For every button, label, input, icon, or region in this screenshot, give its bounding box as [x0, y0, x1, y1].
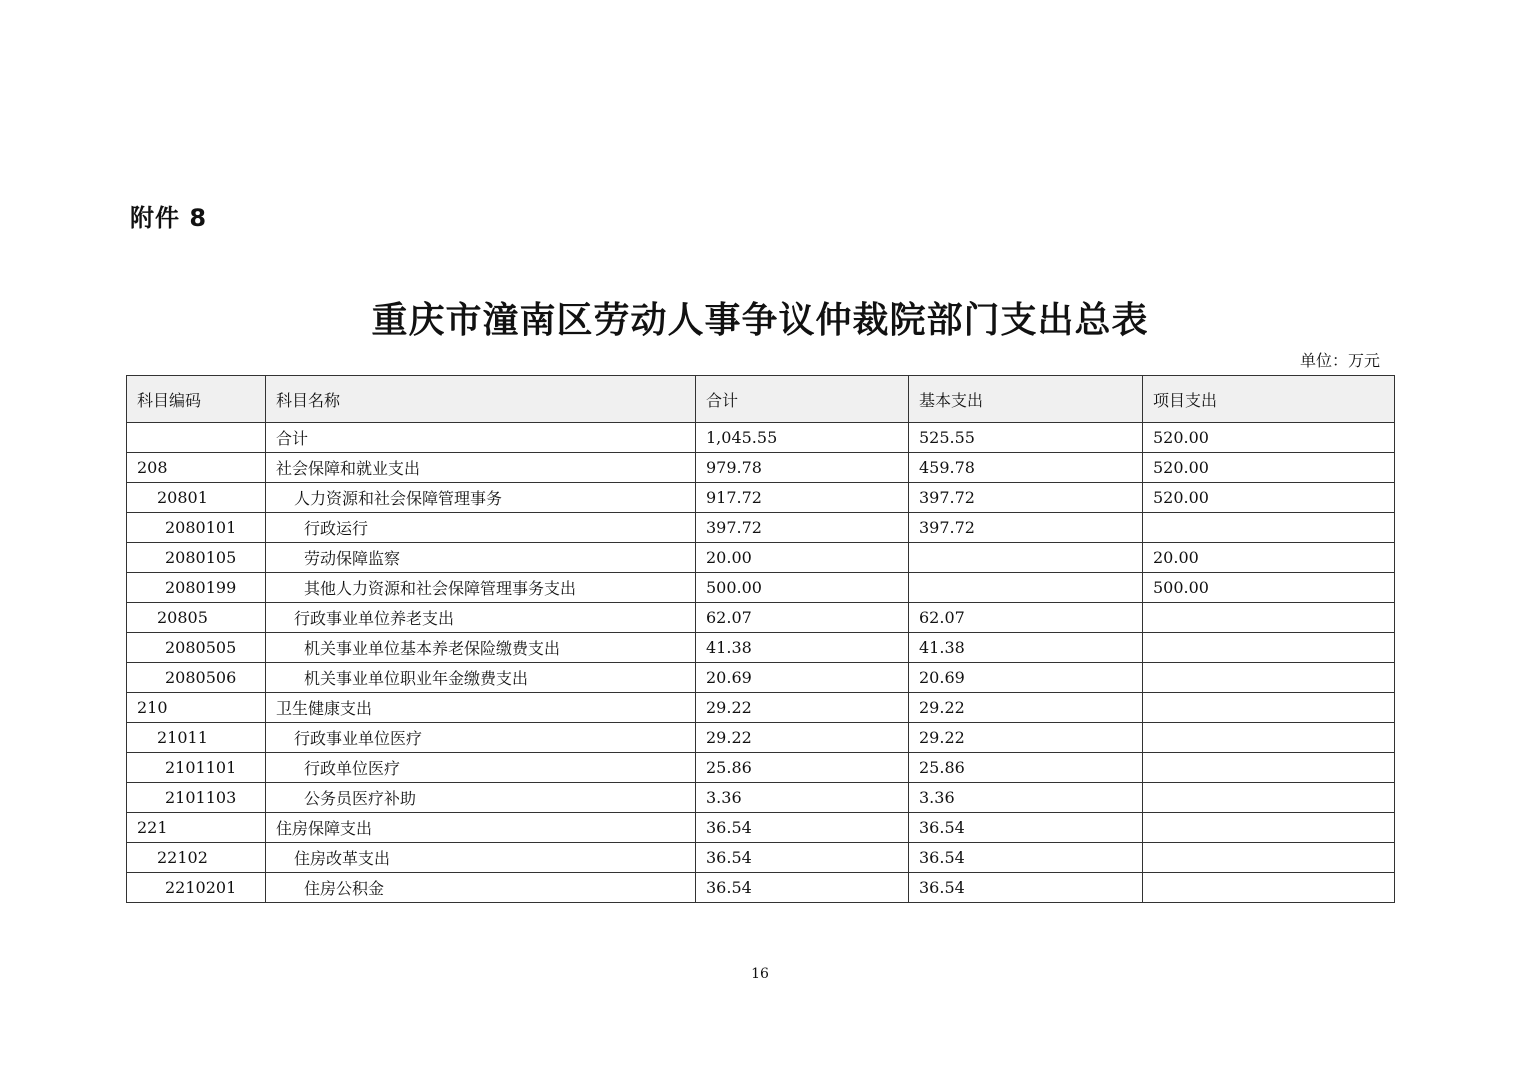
table-row [127, 783, 1395, 813]
table-row [127, 663, 1395, 693]
table-row [127, 813, 1395, 843]
cell-basic: 36.54 [909, 843, 1143, 873]
cell-project: 520.00 [1143, 423, 1395, 453]
header-name: 科目名称 [266, 376, 696, 423]
cell-name: 行政事业单位医疗 [266, 723, 696, 753]
table-row [127, 843, 1395, 873]
cell-name: 人力资源和社会保障管理事务 [266, 483, 696, 513]
cell-code: 2080105 [127, 543, 266, 573]
cell-project [1143, 723, 1395, 753]
cell-basic: 3.36 [909, 783, 1143, 813]
table-row [127, 573, 1395, 603]
cell-code [127, 423, 266, 453]
cell-name: 卫生健康支出 [266, 693, 696, 723]
cell-total: 1,045.55 [696, 423, 909, 453]
cell-basic: 25.86 [909, 753, 1143, 783]
cell-total: 29.22 [696, 693, 909, 723]
cell-basic: 459.78 [909, 453, 1143, 483]
attachment-label: 附件 8 [130, 204, 208, 232]
cell-name: 合计 [266, 423, 696, 453]
cell-project [1143, 813, 1395, 843]
cell-code: 2080505 [127, 633, 266, 663]
cell-project [1143, 873, 1395, 903]
cell-project [1143, 753, 1395, 783]
cell-basic: 397.72 [909, 483, 1143, 513]
table-row [127, 873, 1395, 903]
cell-project: 20.00 [1143, 543, 1395, 573]
header-code: 科目编码 [127, 376, 266, 423]
cell-project [1143, 513, 1395, 543]
cell-code: 2080101 [127, 513, 266, 543]
table-row [127, 603, 1395, 633]
cell-code: 21011 [127, 723, 266, 753]
table-row [127, 633, 1395, 663]
cell-code: 221 [127, 813, 266, 843]
cell-total: 979.78 [696, 453, 909, 483]
cell-code: 2080506 [127, 663, 266, 693]
cell-basic: 36.54 [909, 873, 1143, 903]
cell-total: 62.07 [696, 603, 909, 633]
table-row [127, 753, 1395, 783]
cell-total: 36.54 [696, 873, 909, 903]
unit-label: 单位：万元 [1299, 351, 1380, 370]
table-body [127, 423, 1395, 903]
table-row [127, 453, 1395, 483]
cell-code: 20801 [127, 483, 266, 513]
table-row [127, 693, 1395, 723]
cell-basic: 41.38 [909, 633, 1143, 663]
cell-total: 500.00 [696, 573, 909, 603]
cell-code: 20805 [127, 603, 266, 633]
cell-code: 2210201 [127, 873, 266, 903]
table-row [127, 543, 1395, 573]
table-header-row [127, 376, 1395, 423]
cell-total: 3.36 [696, 783, 909, 813]
cell-basic: 20.69 [909, 663, 1143, 693]
cell-project [1143, 693, 1395, 723]
cell-name: 住房公积金 [266, 873, 696, 903]
cell-code: 208 [127, 453, 266, 483]
header-project: 项目支出 [1143, 376, 1395, 423]
cell-name: 机关事业单位基本养老保险缴费支出 [266, 633, 696, 663]
cell-total: 20.00 [696, 543, 909, 573]
cell-basic: 29.22 [909, 723, 1143, 753]
cell-total: 36.54 [696, 813, 909, 843]
cell-project [1143, 843, 1395, 873]
header-basic: 基本支出 [909, 376, 1143, 423]
cell-code: 2101101 [127, 753, 266, 783]
table-row [127, 483, 1395, 513]
cell-name: 行政事业单位养老支出 [266, 603, 696, 633]
cell-basic: 525.55 [909, 423, 1143, 453]
cell-total: 917.72 [696, 483, 909, 513]
cell-total: 25.86 [696, 753, 909, 783]
cell-name: 社会保障和就业支出 [266, 453, 696, 483]
cell-total: 41.38 [696, 633, 909, 663]
cell-total: 29.22 [696, 723, 909, 753]
cell-code: 2080199 [127, 573, 266, 603]
cell-project [1143, 663, 1395, 693]
page-number: 16 [751, 966, 769, 982]
cell-name: 行政单位医疗 [266, 753, 696, 783]
cell-project [1143, 783, 1395, 813]
cell-total: 397.72 [696, 513, 909, 543]
cell-code: 2101103 [127, 783, 266, 813]
cell-name: 行政运行 [266, 513, 696, 543]
cell-total: 36.54 [696, 843, 909, 873]
cell-code: 210 [127, 693, 266, 723]
cell-basic: 62.07 [909, 603, 1143, 633]
cell-project [1143, 633, 1395, 663]
cell-basic [909, 543, 1143, 573]
cell-total: 20.69 [696, 663, 909, 693]
cell-project: 520.00 [1143, 453, 1395, 483]
cell-name: 其他人力资源和社会保障管理事务支出 [266, 573, 696, 603]
cell-code: 22102 [127, 843, 266, 873]
table-row [127, 513, 1395, 543]
cell-project: 500.00 [1143, 573, 1395, 603]
cell-basic: 36.54 [909, 813, 1143, 843]
page-title: 重庆市潼南区劳动人事争议仲裁院部门支出总表 [371, 300, 1149, 341]
expenditure-table [126, 375, 1395, 903]
cell-name: 住房保障支出 [266, 813, 696, 843]
cell-project [1143, 603, 1395, 633]
cell-name: 机关事业单位职业年金缴费支出 [266, 663, 696, 693]
cell-basic: 29.22 [909, 693, 1143, 723]
cell-basic: 397.72 [909, 513, 1143, 543]
cell-name: 住房改革支出 [266, 843, 696, 873]
table-row [127, 423, 1395, 453]
header-total: 合计 [696, 376, 909, 423]
cell-basic [909, 573, 1143, 603]
cell-project: 520.00 [1143, 483, 1395, 513]
cell-name: 劳动保障监察 [266, 543, 696, 573]
table-row [127, 723, 1395, 753]
cell-name: 公务员医疗补助 [266, 783, 696, 813]
